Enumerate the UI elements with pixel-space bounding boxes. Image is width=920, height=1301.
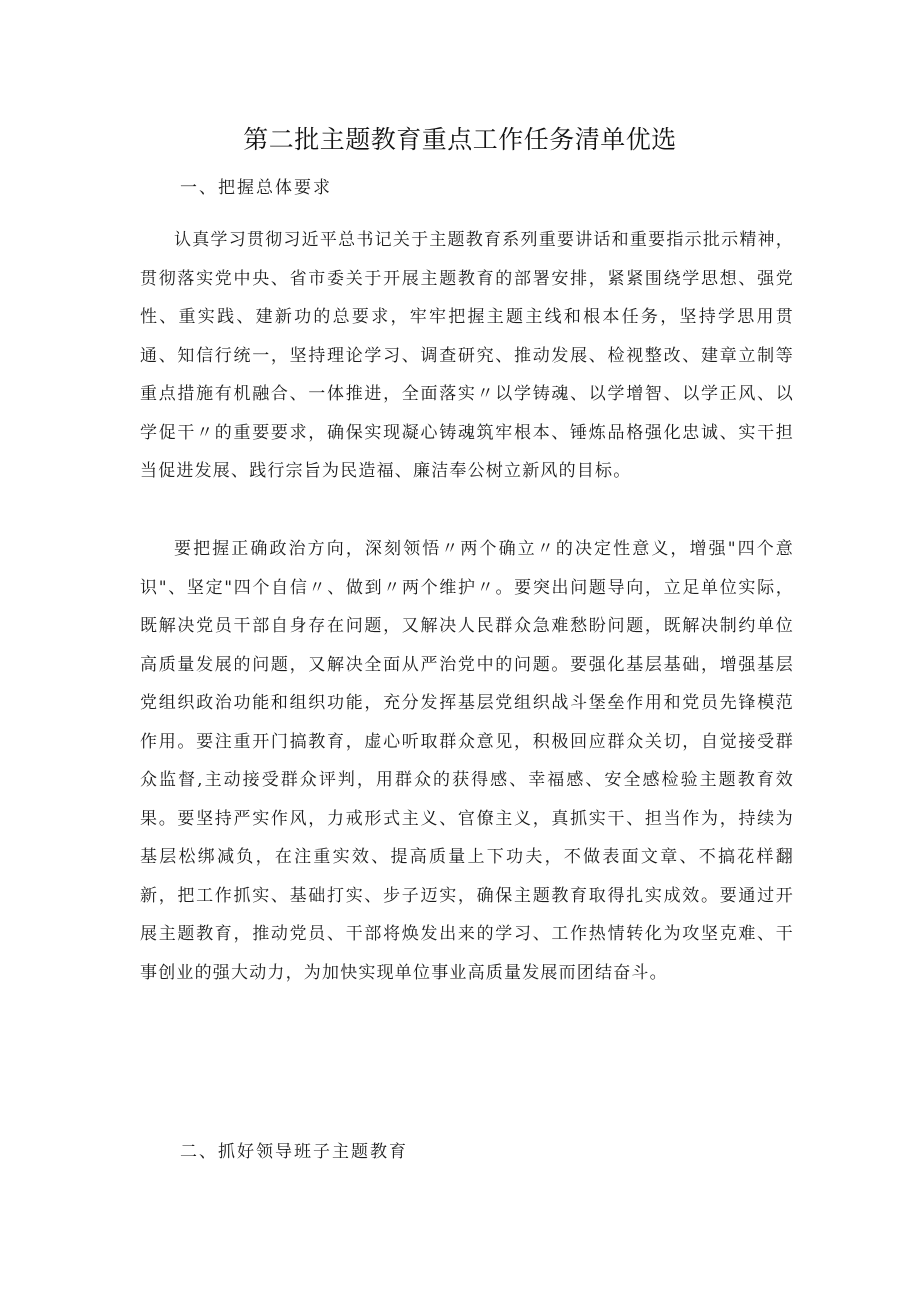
- paragraph-1: 认真学习贯彻习近平总书记关于主题教育系列重要讲话和重要指示批示精神，贯彻落实党中央、省市委关于开展主题教育的部署安排，紧紧围绕学思想、强党性、重实践、建新功的总要求，牢牢把握主题主线和根本任务，坚持学思用贯通、知信行统一，坚持理论学习、调查研究、推动发展、检视整改、建章立制等重点措施有机融合、一体推进，全面落实〃以学铸魂、以学增智、以学正风、以学促干〃的重要要求，确保实现凝心铸魂筑牢根本、锤炼品格强化忠诚、实干担当促进发展、践行宗旨为民造福、廉洁奉公树立新风的目标。: [140, 230, 794, 481]
- section-heading-1: 一、把握总体要求: [180, 178, 332, 198]
- paragraph-2: 要把握正确政治方向，深刻领悟〃两个确立〃的决定性意义，增强"四个意识"、坚定"四个自信〃、做到〃两个维护〃。要突出问题导向，立足单位实际，既解决党员干部自身存在问题，又解决人民群众急难愁盼问题，既解决制约单位高质量发展的问题，又解决全面从严治党中的问题。要强化基层基础，增强基层党组织政治功能和组织功能，充分发挥基层党组织战斗堡垒作用和党员先锋模范作用。要注重开门搞教育，虚心听取群众意见，积极回应群众关切，自觉接受群众监督,主动接受群众评判，用群众的获得感、幸福感、安全感检验主题教育效果。要坚持严实作风，力戒形式主义、官僚主义，真抓实干、担当作为，持续为基层松绑减负，在注重实效、提高质量上下功夫，不做表面文章、不搞花样翻新，把工作抓实、基础打实、步子迈实，确保主题教育取得扎实成效。要通过开展主题教育，推动党员、干部将焕发出来的学习、工作热情转化为攻坚克难、干事创业的强大动力，为加快实现单位事业高质量发展而团结奋斗。: [140, 539, 794, 983]
- section-heading-2: 二、抓好领导班子主题教育: [180, 1142, 408, 1162]
- document-title: 第二批主题教育重点工作任务清单优选: [243, 125, 677, 154]
